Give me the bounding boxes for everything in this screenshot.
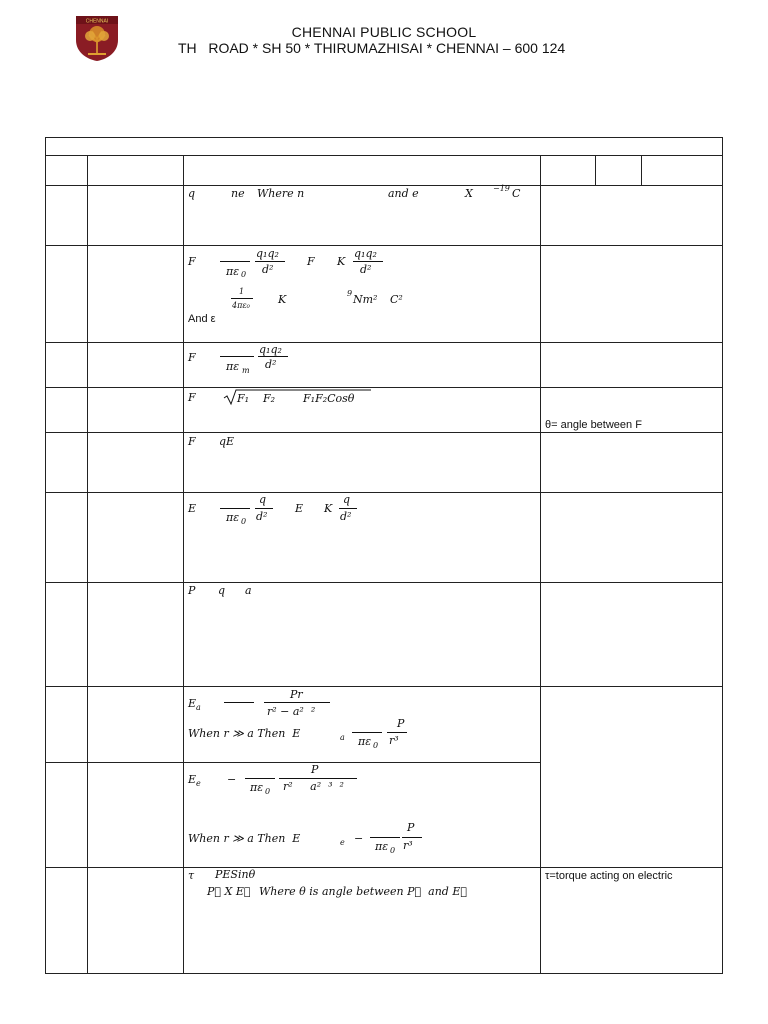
r1-x: X <box>465 187 473 200</box>
r5-f: F <box>188 435 196 448</box>
r1-c: C <box>512 187 521 200</box>
r9-frac-bar-4 <box>402 837 422 838</box>
r2-d2-b: d² <box>360 263 372 276</box>
r6-frac-bar-2 <box>255 508 273 509</box>
r2-nine: 9 <box>347 289 353 298</box>
r9-p2: P <box>407 821 415 834</box>
r8-pi-eps: πε <box>358 735 372 748</box>
school-address: TH ROAD * SH 50 * THIRUMAZHISAI * CHENNAI – 600 124 <box>178 40 566 56</box>
r8-dash <box>224 702 254 703</box>
r1-where: Where n <box>257 187 305 200</box>
r2-frac-bar-3 <box>353 261 383 262</box>
r2-c2: C² <box>390 293 403 306</box>
r2-frac-bar-2 <box>255 261 285 262</box>
r1-exp: −19 <box>493 184 510 193</box>
r6-q: q <box>259 493 267 506</box>
r8-sub-a: a <box>196 703 201 712</box>
r8-pr: Pr <box>290 688 303 701</box>
r3-pi-eps: πε <box>226 360 240 373</box>
r3-f: F <box>188 351 196 364</box>
r9-frac-bar-2 <box>279 778 357 779</box>
r2-eps-sub: 0 <box>241 270 247 279</box>
r8-p: P <box>397 717 405 730</box>
r3-q1q2: q₁q₂ <box>259 343 282 356</box>
r6-frac-bar <box>220 508 250 509</box>
r6-frac-bar-3 <box>339 508 357 509</box>
r4-f: F <box>188 391 196 404</box>
r9-p: P <box>311 763 319 776</box>
r9-r3: r³ <box>403 839 413 852</box>
r9-when: When r ≫ a Then E <box>188 832 301 845</box>
r9-minus: − <box>227 773 237 786</box>
r2-frac-bar <box>220 261 250 262</box>
r8-ea: E <box>188 697 197 710</box>
r2-f2: F <box>307 255 315 268</box>
r9-eps-sub2: 0 <box>390 846 396 855</box>
r8-r3: r³ <box>389 734 399 747</box>
r1-and-e: and e <box>388 187 419 200</box>
r9-pi-eps: πε <box>250 781 264 794</box>
r3-frac-bar-2 <box>258 356 288 357</box>
r2-f: F <box>188 255 196 268</box>
r9-frac-bar-3 <box>370 837 400 838</box>
r9-pi-eps2: πε <box>375 840 389 853</box>
r10-p-cross-e: P⃗ X E⃗ <box>207 885 251 898</box>
formula-table <box>45 137 723 974</box>
r9-frac-bar <box>245 778 275 779</box>
r2-q1q2-b: q₁q₂ <box>354 247 377 260</box>
r4-note: θ= angle between F <box>545 419 642 431</box>
r2-nm: Nm² <box>353 293 378 306</box>
r6-pi-eps: πε <box>226 511 240 524</box>
r7-a: a <box>245 584 252 597</box>
r2-four-pi: 4πε₀ <box>232 301 250 310</box>
r3-d2: d² <box>265 358 277 371</box>
r7-p: P <box>188 584 196 597</box>
r6-e2: E <box>295 502 304 515</box>
r6-k: K <box>324 502 333 515</box>
r8-sub-a2: a <box>340 733 345 742</box>
r7-q: q <box>218 584 226 597</box>
r2-q1q2: q₁q₂ <box>256 247 279 260</box>
r8-frac-bar-3 <box>387 732 407 733</box>
r2-k2: K <box>278 293 287 306</box>
r3-frac-bar <box>220 356 254 357</box>
r6-eps-sub: 0 <box>241 517 247 526</box>
r10-pe-sin: PESinθ <box>215 868 256 881</box>
r2-and-eps: And ε <box>188 313 216 325</box>
r6-d2-b: d² <box>340 510 352 523</box>
r4-sqrt-body: F₁ F₂ F₁F₂Cosθ <box>237 392 355 405</box>
r1-ne: ne <box>231 187 245 200</box>
r5-qe: qE <box>219 435 235 448</box>
r6-d2: d² <box>256 510 268 523</box>
r10-tau: τ <box>188 869 195 882</box>
r2-frac-bar-4 <box>231 298 253 299</box>
r9-minus2: − <box>354 832 364 845</box>
r9-eps-sub: 0 <box>265 787 271 796</box>
r8-frac-bar <box>264 702 330 703</box>
r9-sub-e2: e <box>340 838 345 847</box>
r9-ee: E <box>188 773 197 786</box>
r1-q: q <box>188 187 196 200</box>
r8-den: r² − a² ² <box>267 705 316 718</box>
school-name: CHENNAI PUBLIC SCHOOL <box>291 24 477 40</box>
r8-eps-sub: 0 <box>373 741 379 750</box>
r10-note: τ=torque acting on electric <box>545 870 673 882</box>
r3-eps-sub: m <box>242 366 250 375</box>
r8-frac-bar-2 <box>352 732 382 733</box>
r2-k: K <box>337 255 346 268</box>
r2-one: 1 <box>239 287 245 296</box>
svg-text:CHENNAI: CHENNAI <box>85 18 109 25</box>
r9-den: r² a² ³ ² <box>283 780 344 793</box>
r10-where: Where θ is angle between P⃗ and E⃗ <box>259 885 467 898</box>
r9-sub-e: e <box>196 779 201 788</box>
r6-e: E <box>188 502 197 515</box>
r8-when: When r ≫ a Then E <box>188 727 301 740</box>
r2-pi-eps: πε <box>226 265 240 278</box>
r2-d2: d² <box>262 263 274 276</box>
r6-q2: q <box>343 493 351 506</box>
